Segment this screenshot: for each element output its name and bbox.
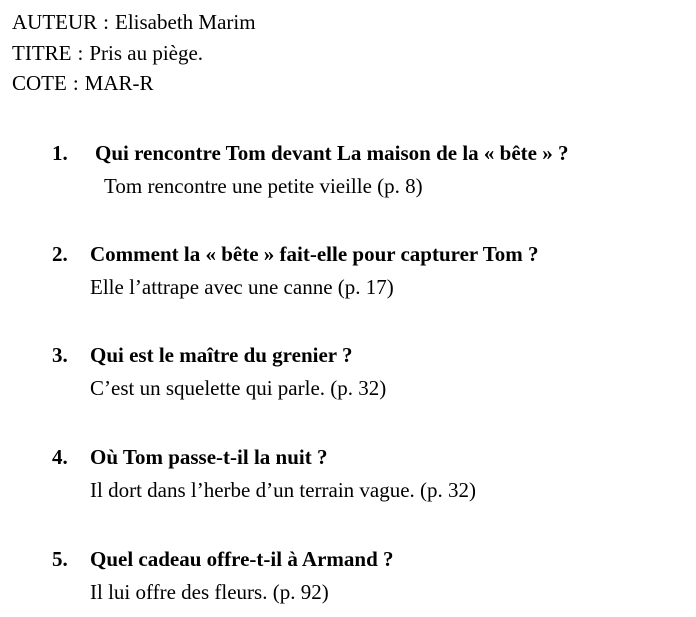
title-label: TITRE	[12, 41, 72, 65]
question-text-line	[52, 140, 569, 166]
question-text: Quel cadeau offre-t-il à Armand ?	[90, 547, 394, 571]
title-line	[12, 40, 203, 66]
question-item	[52, 342, 386, 401]
question-item	[52, 140, 569, 199]
cote-line	[12, 70, 154, 96]
author-line	[12, 9, 256, 35]
cote-value: MAR-R	[84, 71, 154, 95]
question-number: 1.	[52, 141, 68, 165]
answer-text: Elle l’attrape avec une canne (p. 17)	[90, 275, 394, 299]
question-number: 2.	[52, 242, 68, 266]
question-item	[52, 546, 394, 605]
cote-separator: :	[72, 71, 79, 95]
question-text-line	[52, 546, 394, 572]
question-text-line	[52, 444, 476, 470]
title-value: Pris au piège.	[89, 41, 204, 65]
question-text: Comment la « bête » fait-elle pour capturer Tom ?	[90, 242, 539, 266]
question-number: 5.	[52, 547, 68, 571]
question-item	[52, 444, 476, 503]
author-label: AUTEUR	[12, 10, 98, 34]
answer-text: Tom rencontre une petite vieille (p. 8)	[104, 174, 423, 198]
question-text: Qui est le maître du grenier ?	[90, 343, 353, 367]
question-text-line	[52, 241, 539, 267]
author-separator: :	[103, 10, 110, 34]
answer-text: Il lui offre des fleurs. (p. 92)	[90, 580, 329, 604]
question-text-line	[52, 342, 386, 368]
answer-text: C’est un squelette qui parle. (p. 32)	[90, 376, 387, 400]
author-value: Elisabeth Marim	[115, 10, 256, 34]
answer-text: Il dort dans l’herbe d’un terrain vague. (p. 32)	[90, 478, 477, 502]
question-text: Où Tom passe-t-il la nuit ?	[90, 445, 328, 469]
cote-label: COTE	[12, 71, 67, 95]
title-separator: :	[77, 41, 84, 65]
question-number: 4.	[52, 445, 68, 469]
question-number: 3.	[52, 343, 68, 367]
question-item	[52, 241, 539, 300]
question-text: Qui rencontre Tom devant La maison de la « bête » ?	[95, 141, 569, 165]
